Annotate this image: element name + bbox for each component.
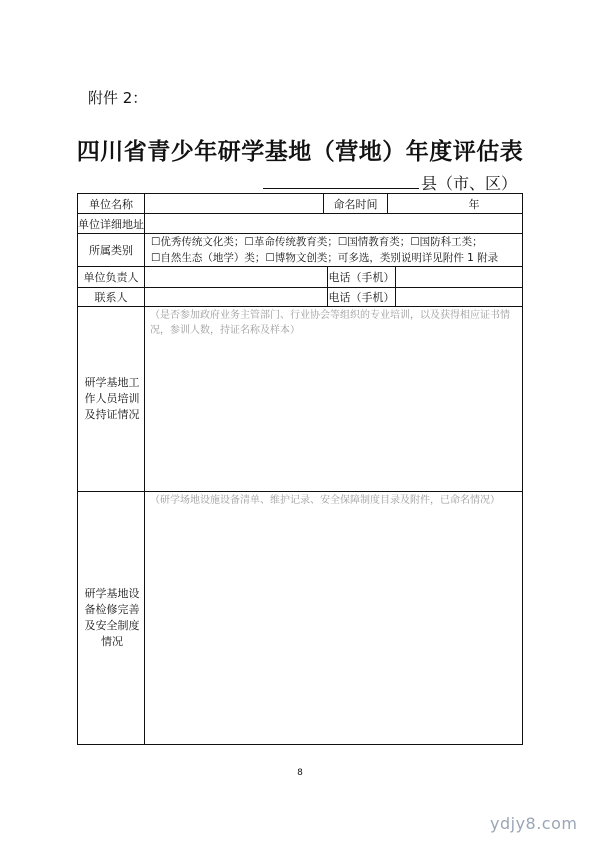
address-label: 单位详细地址 xyxy=(78,217,144,231)
training-label: 研学基地工作人员培训及持证情况 xyxy=(84,376,140,421)
contact-label: 联系人 xyxy=(94,291,128,304)
training-input[interactable]: （是否参加政府业务主管部门、行业协会等组织的专业培训，以及获得相应证书情况，参训人数，持证名称及样本） xyxy=(150,310,510,336)
county-field xyxy=(263,171,523,193)
unit-name-label: 单位名称 xyxy=(89,197,133,211)
county-blank-line[interactable] xyxy=(263,188,419,189)
page-number: 8 xyxy=(297,768,303,778)
address-input[interactable] xyxy=(145,214,522,233)
phone-label-2: 电话（手机） xyxy=(328,291,395,304)
category-line-1[interactable]: ☐优秀传统文化类；☐革命传统教育类；☐国情教育类；☐国防科工类； xyxy=(151,236,483,248)
leader-input[interactable] xyxy=(145,267,327,287)
facility-input[interactable]: （研学场地设施设备清单、维护记录、安全保障制度目录及附件，已命名情况） xyxy=(150,495,500,506)
contact-input[interactable] xyxy=(145,288,327,306)
watermark: ydjy8.com xyxy=(490,814,578,833)
evaluation-form-table xyxy=(77,193,523,745)
year-unit: 年 xyxy=(468,197,480,211)
category-options[interactable] xyxy=(151,234,521,266)
page-title: 四川省青少年研学基地（营地）年度评估表 xyxy=(76,139,524,165)
category-line-2[interactable]: ☐自然生态（地学）类；☐博物文创类；可多选，类别说明详见附件 1 附录 xyxy=(151,252,499,264)
county-suffix: 县（市、区） xyxy=(421,174,518,193)
leader-label: 单位负责人 xyxy=(83,271,139,284)
facility-label: 研学基地设备检修完善及安全制度情况 xyxy=(84,587,140,648)
category-label: 所属类别 xyxy=(89,244,133,257)
attachment-label: 附件 2： xyxy=(88,89,148,107)
unit-name-input[interactable] xyxy=(145,194,323,213)
phone-label-1: 电话（手机） xyxy=(328,271,395,284)
phone-input-2[interactable] xyxy=(396,288,522,306)
phone-input-1[interactable] xyxy=(396,267,522,287)
naming-time-input[interactable] xyxy=(388,194,522,213)
naming-time-label: 命名时间 xyxy=(333,197,378,211)
